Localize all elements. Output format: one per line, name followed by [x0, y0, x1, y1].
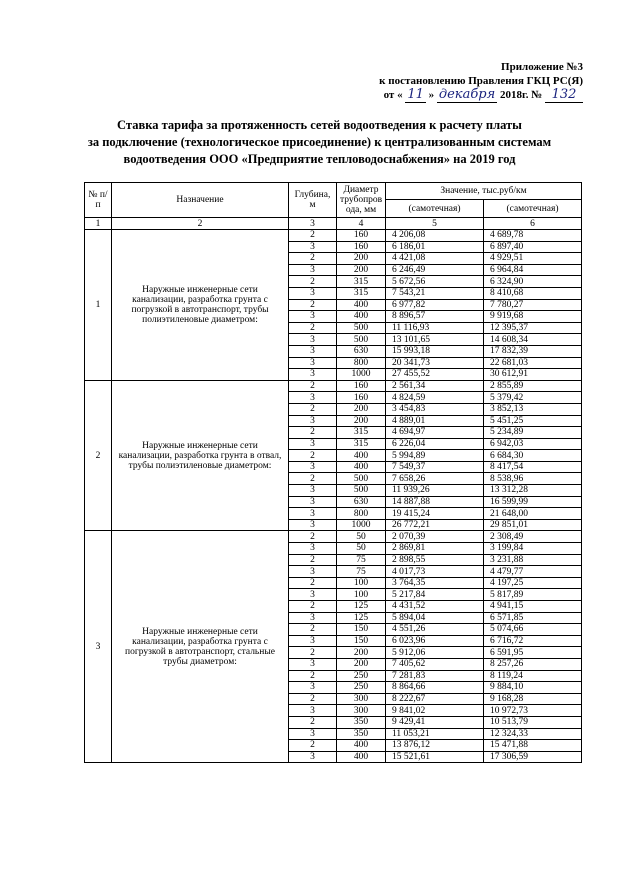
depth-cell: 3 [289, 485, 337, 497]
value-cell-2: 6 324,90 [484, 276, 582, 288]
value-cell-2: 8 410,68 [484, 287, 582, 299]
value-cell-1: 26 772,21 [386, 519, 484, 531]
value-cell-1: 4 551,26 [386, 624, 484, 636]
value-cell-1: 5 217,84 [386, 589, 484, 601]
value-cell-1: 8 864,66 [386, 682, 484, 694]
value-cell-2: 5 451,25 [484, 415, 582, 427]
depth-cell: 3 [289, 311, 337, 323]
value-cell-2: 9 884,10 [484, 682, 582, 694]
group-number: 1 [85, 230, 112, 381]
diameter-cell: 315 [337, 427, 386, 439]
resolution-line [379, 74, 583, 88]
value-cell-1: 9 429,41 [386, 716, 484, 728]
value-cell-1: 2 869,81 [386, 543, 484, 555]
value-cell-2: 6 591,95 [484, 647, 582, 659]
header-sub-2: (самотечная) [484, 200, 582, 218]
value-cell-2: 10 513,79 [484, 716, 582, 728]
depth-cell: 3 [289, 612, 337, 624]
handwritten-day: 11 [407, 87, 424, 102]
depth-cell: 3 [289, 508, 337, 520]
table-row [85, 531, 582, 543]
value-cell-1: 4 017,73 [386, 566, 484, 578]
depth-cell: 3 [289, 589, 337, 601]
diameter-cell: 160 [337, 230, 386, 242]
date-mid: » [428, 89, 435, 101]
diameter-cell: 400 [337, 740, 386, 752]
value-cell-2: 6 684,30 [484, 450, 582, 462]
diameter-cell: 150 [337, 624, 386, 636]
diameter-cell: 350 [337, 728, 386, 740]
depth-cell: 2 [289, 322, 337, 334]
value-cell-1: 13 876,12 [386, 740, 484, 752]
depth-cell: 3 [289, 751, 337, 763]
depth-cell: 3 [289, 682, 337, 694]
value-cell-2: 6 897,40 [484, 241, 582, 253]
diameter-cell: 800 [337, 357, 386, 369]
diameter-cell: 160 [337, 241, 386, 253]
depth-cell: 2 [289, 276, 337, 288]
column-number: 1 [85, 218, 112, 230]
value-cell-2: 5 074,66 [484, 624, 582, 636]
value-cell-2: 6 716,72 [484, 635, 582, 647]
date-year: 2018г. № [499, 89, 543, 101]
value-cell-2: 10 972,73 [484, 705, 582, 717]
depth-cell: 2 [289, 740, 337, 752]
diameter-cell: 500 [337, 485, 386, 497]
diameter-cell: 400 [337, 751, 386, 763]
value-cell-1: 27 455,52 [386, 369, 484, 381]
value-cell-2: 16 599,99 [484, 496, 582, 508]
diameter-cell: 630 [337, 496, 386, 508]
value-cell-2: 2 855,89 [484, 380, 582, 392]
diameter-cell: 400 [337, 461, 386, 473]
diameter-cell: 100 [337, 577, 386, 589]
value-cell-1: 7 281,83 [386, 670, 484, 682]
column-number: 3 [289, 218, 337, 230]
value-cell-2: 17 306,59 [484, 751, 582, 763]
value-cell-2: 8 538,96 [484, 473, 582, 485]
diameter-cell: 1000 [337, 369, 386, 381]
diameter-cell: 160 [337, 392, 386, 404]
document-title [60, 117, 579, 168]
header-depth: Глубина, м [289, 183, 337, 218]
depth-cell: 3 [289, 392, 337, 404]
depth-cell: 2 [289, 670, 337, 682]
value-cell-1: 15 993,18 [386, 345, 484, 357]
diameter-cell: 200 [337, 658, 386, 670]
value-cell-2: 3 231,88 [484, 554, 582, 566]
diameter-cell: 500 [337, 473, 386, 485]
value-cell-2: 13 312,28 [484, 485, 582, 497]
value-cell-1: 5 912,06 [386, 647, 484, 659]
title-line-2: за подключение (технологическое присоединение) к централизованным системам [87, 135, 552, 149]
table-body [85, 230, 582, 763]
value-cell-2: 8 257,26 [484, 658, 582, 670]
diameter-cell: 300 [337, 693, 386, 705]
value-cell-1: 7 543,21 [386, 287, 484, 299]
depth-cell: 3 [289, 345, 337, 357]
diameter-cell: 200 [337, 403, 386, 415]
diameter-cell: 315 [337, 287, 386, 299]
depth-cell: 3 [289, 415, 337, 427]
depth-cell: 3 [289, 705, 337, 717]
depth-cell: 3 [289, 369, 337, 381]
diameter-cell: 350 [337, 716, 386, 728]
value-cell-2: 5 817,89 [484, 589, 582, 601]
group-purpose: Наружные инженерные сети канализации, разработка грунта в отвал, трубы полиэтиленовые диаметром: [112, 380, 289, 531]
value-cell-1: 15 521,61 [386, 751, 484, 763]
depth-cell: 3 [289, 264, 337, 276]
value-cell-1: 4 694,97 [386, 427, 484, 439]
value-cell-2: 4 689,78 [484, 230, 582, 242]
value-cell-1: 2 561,34 [386, 380, 484, 392]
value-cell-2: 9 168,28 [484, 693, 582, 705]
value-cell-2: 5 379,42 [484, 392, 582, 404]
diameter-cell: 200 [337, 264, 386, 276]
header-value: Значение, тыс.руб/км [386, 183, 582, 200]
value-cell-2: 29 851,01 [484, 519, 582, 531]
depth-cell: 3 [289, 728, 337, 740]
value-cell-2: 14 608,34 [484, 334, 582, 346]
value-cell-2: 12 395,37 [484, 322, 582, 334]
diameter-cell: 75 [337, 554, 386, 566]
depth-cell: 3 [289, 658, 337, 670]
value-cell-1: 4 206,08 [386, 230, 484, 242]
depth-cell: 2 [289, 450, 337, 462]
value-cell-2: 6 942,03 [484, 438, 582, 450]
depth-cell: 3 [289, 287, 337, 299]
value-cell-1: 5 994,89 [386, 450, 484, 462]
value-cell-1: 6 023,96 [386, 635, 484, 647]
value-cell-2: 30 612,91 [484, 369, 582, 381]
diameter-cell: 50 [337, 531, 386, 543]
diameter-cell: 250 [337, 670, 386, 682]
value-cell-1: 6 246,49 [386, 264, 484, 276]
value-cell-1: 6 226,04 [386, 438, 484, 450]
diameter-cell: 800 [337, 508, 386, 520]
depth-cell: 2 [289, 647, 337, 659]
header-diameter: Диаметр трубопров ода, мм [337, 183, 386, 218]
diameter-cell: 630 [337, 345, 386, 357]
value-cell-2: 22 681,03 [484, 357, 582, 369]
diameter-cell: 1000 [337, 519, 386, 531]
group-number: 3 [85, 531, 112, 763]
value-cell-2: 15 471,88 [484, 740, 582, 752]
appendix-block [379, 60, 583, 103]
depth-cell: 3 [289, 241, 337, 253]
depth-cell: 3 [289, 357, 337, 369]
title-line-1: Ставка тарифа за протяженность сетей водоотведения к расчету платы [117, 118, 522, 132]
handwritten-number: 132 [545, 88, 583, 103]
diameter-cell: 50 [337, 543, 386, 555]
depth-cell: 2 [289, 403, 337, 415]
value-cell-1: 7 549,37 [386, 461, 484, 473]
diameter-cell: 500 [337, 322, 386, 334]
value-cell-2: 3 199,84 [484, 543, 582, 555]
depth-cell: 3 [289, 496, 337, 508]
diameter-cell: 125 [337, 612, 386, 624]
value-cell-1: 2 898,55 [386, 554, 484, 566]
depth-cell: 3 [289, 543, 337, 555]
header-sub-1: (самотечная) [386, 200, 484, 218]
depth-cell: 2 [289, 554, 337, 566]
date-prefix: от « [383, 89, 403, 101]
column-numbers-row [85, 218, 582, 230]
value-cell-1: 11 116,93 [386, 322, 484, 334]
depth-cell: 2 [289, 473, 337, 485]
value-cell-1: 2 070,39 [386, 531, 484, 543]
diameter-cell: 400 [337, 311, 386, 323]
diameter-cell: 100 [337, 589, 386, 601]
depth-cell: 2 [289, 531, 337, 543]
appendix-label: Приложение №3 [501, 61, 583, 73]
value-cell-2: 4 197,25 [484, 577, 582, 589]
resolution-prefix: к постановлению Правления ГКЦ РС(Я) [379, 75, 583, 87]
date-line [379, 88, 583, 103]
column-number: 2 [112, 218, 289, 230]
value-cell-1: 13 101,65 [386, 334, 484, 346]
value-cell-1: 20 341,73 [386, 357, 484, 369]
value-cell-1: 3 454,83 [386, 403, 484, 415]
diameter-cell: 200 [337, 253, 386, 265]
depth-cell: 3 [289, 519, 337, 531]
depth-cell: 2 [289, 230, 337, 242]
value-cell-2: 4 479,77 [484, 566, 582, 578]
diameter-cell: 400 [337, 450, 386, 462]
value-cell-1: 11 939,26 [386, 485, 484, 497]
diameter-cell: 400 [337, 299, 386, 311]
depth-cell: 2 [289, 577, 337, 589]
value-cell-2: 12 324,33 [484, 728, 582, 740]
depth-cell: 2 [289, 253, 337, 265]
value-cell-1: 8 896,57 [386, 311, 484, 323]
depth-cell: 2 [289, 299, 337, 311]
value-cell-1: 6 186,01 [386, 241, 484, 253]
value-cell-1: 3 764,35 [386, 577, 484, 589]
diameter-cell: 160 [337, 380, 386, 392]
group-purpose: Наружные инженерные сети канализации, разработка грунта с погрузкой в автотранспорт, трубы полиэтиленовые диаметром: [112, 230, 289, 381]
value-cell-1: 14 887,88 [386, 496, 484, 508]
value-cell-1: 5 672,56 [386, 276, 484, 288]
handwritten-month: декабря [438, 87, 496, 102]
value-cell-1: 8 222,67 [386, 693, 484, 705]
tariff-table [84, 182, 582, 763]
value-cell-1: 9 841,02 [386, 705, 484, 717]
diameter-cell: 315 [337, 438, 386, 450]
value-cell-2: 6 964,84 [484, 264, 582, 276]
column-number: 6 [484, 218, 582, 230]
diameter-cell: 150 [337, 635, 386, 647]
column-number: 5 [386, 218, 484, 230]
depth-cell: 3 [289, 461, 337, 473]
diameter-cell: 500 [337, 334, 386, 346]
diameter-cell: 250 [337, 682, 386, 694]
diameter-cell: 75 [337, 566, 386, 578]
group-number: 2 [85, 380, 112, 531]
depth-cell: 2 [289, 624, 337, 636]
diameter-cell: 200 [337, 415, 386, 427]
depth-cell: 2 [289, 380, 337, 392]
value-cell-1: 6 977,82 [386, 299, 484, 311]
value-cell-2: 3 852,13 [484, 403, 582, 415]
column-number: 4 [337, 218, 386, 230]
value-cell-1: 4 824,59 [386, 392, 484, 404]
depth-cell: 3 [289, 635, 337, 647]
table-row [85, 230, 582, 242]
value-cell-2: 17 832,39 [484, 345, 582, 357]
diameter-cell: 300 [337, 705, 386, 717]
value-cell-1: 4 431,52 [386, 601, 484, 613]
value-cell-1: 11 053,21 [386, 728, 484, 740]
depth-cell: 2 [289, 601, 337, 613]
header-purpose: Назначение [112, 183, 289, 218]
value-cell-1: 7 658,26 [386, 473, 484, 485]
value-cell-1: 4 421,08 [386, 253, 484, 265]
value-cell-2: 9 919,68 [484, 311, 582, 323]
diameter-cell: 125 [337, 601, 386, 613]
value-cell-2: 4 929,51 [484, 253, 582, 265]
title-line-3: водоотведения ООО «Предприятие тепловодоснабжения» на 2019 год [123, 152, 516, 166]
header-num: № п/п [85, 183, 112, 218]
value-cell-1: 19 415,24 [386, 508, 484, 520]
value-cell-1: 5 894,04 [386, 612, 484, 624]
value-cell-2: 8 119,24 [484, 670, 582, 682]
value-cell-2: 5 234,89 [484, 427, 582, 439]
value-cell-2: 6 571,85 [484, 612, 582, 624]
group-purpose: Наружные инженерные сети канализации, разработка грунта с погрузкой в автотранспорт, стальные трубы диаметром: [112, 531, 289, 763]
value-cell-1: 7 405,62 [386, 658, 484, 670]
value-cell-2: 4 941,15 [484, 601, 582, 613]
diameter-cell: 200 [337, 647, 386, 659]
depth-cell: 3 [289, 334, 337, 346]
value-cell-1: 4 889,01 [386, 415, 484, 427]
table-row [85, 380, 582, 392]
depth-cell: 2 [289, 427, 337, 439]
depth-cell: 3 [289, 438, 337, 450]
diameter-cell: 315 [337, 276, 386, 288]
value-cell-2: 2 308,49 [484, 531, 582, 543]
depth-cell: 2 [289, 693, 337, 705]
value-cell-2: 7 780,27 [484, 299, 582, 311]
value-cell-2: 21 648,00 [484, 508, 582, 520]
depth-cell: 2 [289, 716, 337, 728]
depth-cell: 3 [289, 566, 337, 578]
value-cell-2: 8 417,54 [484, 461, 582, 473]
